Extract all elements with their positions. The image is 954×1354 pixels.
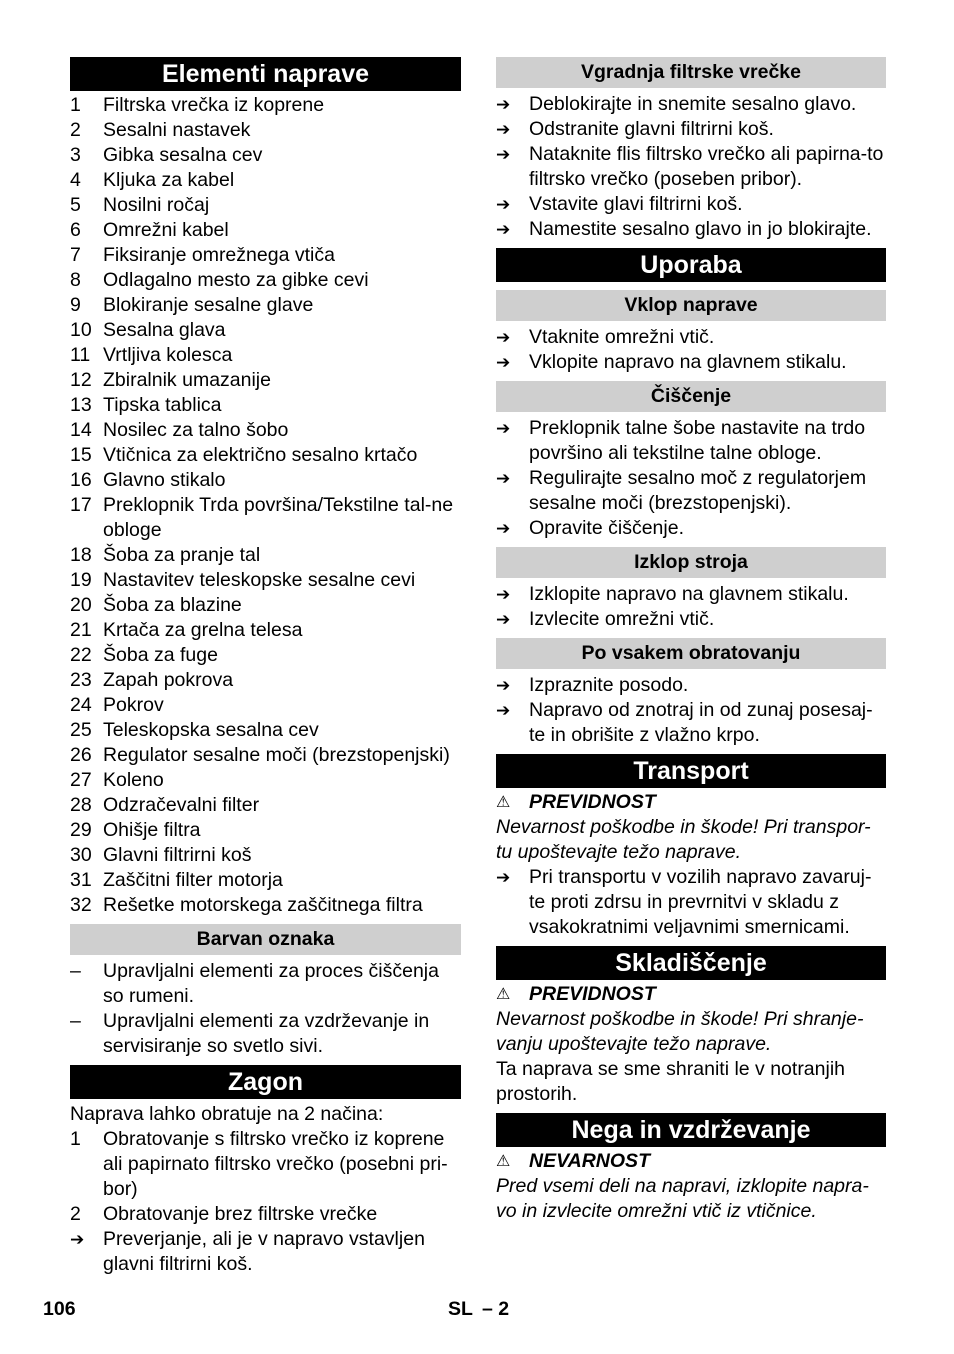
transport-list — [496, 865, 886, 940]
list-item — [70, 868, 461, 893]
language-code: SL — [448, 1298, 473, 1320]
list-item-text: Tipska tablica — [103, 394, 222, 416]
nega-danger — [496, 1149, 886, 1174]
skladiscenje-text: Ta naprava se sme shraniti le v notranjih prostorih. — [496, 1058, 846, 1105]
arrow-icon: ➔ — [496, 419, 511, 438]
list-item-text: Sesalna glava — [103, 319, 226, 341]
list-item-text: Izklopite napravo na glavnem stikalu. — [529, 583, 849, 605]
section-heading-vgradnja: Vgradnja filtrske vrečke — [496, 57, 886, 88]
list-item — [70, 1009, 461, 1059]
list-item-text: Zaščitni filter motorja — [103, 869, 283, 891]
nega-danger-text: Pred vsemi deli na napravi, izklopite napra-vo in izvlecite omrežni vtič iz vtičnice. — [496, 1175, 869, 1222]
list-item — [70, 793, 461, 818]
list-item — [496, 673, 886, 698]
list-item-text: Regulator sesalne moči (brezstopenjski) — [103, 744, 450, 766]
list-marker: 27 — [70, 769, 92, 791]
arrow-icon: ➔ — [496, 519, 511, 538]
list-marker: 2 — [70, 1203, 81, 1225]
list-item-text: Odzračevalni filter — [103, 794, 260, 816]
list-item — [70, 193, 461, 218]
list-item — [70, 893, 461, 918]
list-item — [70, 268, 461, 293]
list-item — [70, 959, 461, 1009]
arrow-icon: ➔ — [496, 610, 511, 629]
izklop-list — [496, 582, 886, 632]
list-item — [70, 1227, 461, 1277]
list-marker: 12 — [70, 369, 92, 391]
list-item — [496, 865, 886, 940]
list-marker: 31 — [70, 869, 92, 891]
list-item-text: Upravljalni elementi za vzdrževanje in servisiranje so svetlo sivi. — [103, 1010, 430, 1057]
list-item-text: Kljuka za kabel — [103, 169, 235, 191]
list-item — [70, 218, 461, 243]
list-item — [496, 607, 886, 632]
list-item-text: Obratovanje s filtrsko vrečko iz koprene ali papirnato filtrsko vrečko (posebni pri-bor) — [103, 1128, 448, 1200]
list-marker: 18 — [70, 544, 92, 566]
list-marker: 21 — [70, 619, 92, 641]
list-item-text: Sesalni nastavek — [103, 119, 251, 141]
list-item-text: Vklopite napravo na glavnem stikalu. — [529, 351, 847, 373]
list-item-text: Upravljalni elementi za proces čiščenja so rumeni. — [103, 960, 439, 1007]
list-item-text: Zapah pokrova — [103, 669, 234, 691]
list-item-text: Izvlecite omrežni vtič. — [529, 608, 715, 630]
list-marker: 13 — [70, 394, 92, 416]
list-item — [70, 768, 461, 793]
list-item-text: Vstavite glavi filtrirni koš. — [529, 193, 743, 215]
arrow-icon: ➔ — [496, 585, 511, 604]
list-item — [70, 393, 461, 418]
language-page: – 2 — [482, 1298, 510, 1320]
list-item-text: Šoba za pranje tal — [103, 544, 261, 566]
list-item-text: Opravite čiščenje. — [529, 517, 684, 539]
list-item — [496, 466, 886, 516]
arrow-icon: ➔ — [496, 220, 511, 239]
list-item — [496, 416, 886, 466]
warning-icon: ⚠ — [496, 986, 511, 1003]
list-item — [70, 93, 461, 118]
list-marker: 11 — [70, 344, 91, 366]
list-marker: 25 — [70, 719, 92, 741]
list-marker: 19 — [70, 569, 92, 591]
list-item-text: Odstranite glavni filtrirni koš. — [529, 118, 774, 140]
list-item-text: Filtrska vrečka iz koprene — [103, 94, 325, 116]
list-marker: 23 — [70, 669, 92, 691]
right-column — [496, 57, 886, 1224]
caution-label: PREVIDNOST — [529, 791, 656, 813]
list-marker: 3 — [70, 144, 81, 166]
ciscenje-list — [496, 416, 886, 541]
arrow-icon: ➔ — [496, 701, 511, 720]
page-number: 106 — [43, 1298, 76, 1320]
barvan-list — [70, 959, 461, 1059]
list-marker: 20 — [70, 594, 92, 616]
list-marker: – — [70, 1010, 81, 1032]
list-item — [70, 843, 461, 868]
list-marker: 9 — [70, 294, 81, 316]
left-column — [70, 57, 461, 1277]
section-heading-skladiscenje: Skladiščenje — [496, 946, 886, 980]
list-item — [70, 618, 461, 643]
list-marker: 15 — [70, 444, 92, 466]
list-marker: 5 — [70, 194, 81, 216]
section-heading-po-obratovanju: Po vsakem obratovanju — [496, 638, 886, 669]
list-marker: 17 — [70, 494, 92, 516]
list-item — [70, 818, 461, 843]
list-marker: 16 — [70, 469, 92, 491]
list-marker: 1 — [70, 1128, 81, 1150]
list-item — [70, 368, 461, 393]
list-item-text: Fiksiranje omrežnega vtiča — [103, 244, 335, 266]
list-item — [70, 718, 461, 743]
list-item — [70, 693, 461, 718]
list-item — [70, 1202, 461, 1227]
list-item-text: Namestite sesalno glavo in jo blokirajte. — [529, 218, 872, 240]
list-marker: 6 — [70, 219, 81, 241]
list-item — [496, 217, 886, 242]
list-item — [496, 698, 886, 748]
list-marker: 4 — [70, 169, 81, 191]
list-marker: 29 — [70, 819, 92, 841]
list-item-text: Pri transportu v vozilih napravo zavaruj-te proti zdrsu in prevrnitvi v skladu z vsakokratnimi veljavnimi smernicami. — [529, 866, 872, 938]
list-item-text: Deblokirajte in snemite sesalno glavo. — [529, 93, 857, 115]
section-heading-nega: Nega in vzdrževanje — [496, 1113, 886, 1147]
list-item-text: Vrtljiva kolesca — [103, 344, 233, 366]
list-item — [70, 468, 461, 493]
list-item — [496, 325, 886, 350]
list-item-text: Vtaknite omrežni vtič. — [529, 326, 715, 348]
list-item-text: Nosilni ročaj — [103, 194, 210, 216]
list-item — [70, 243, 461, 268]
section-heading-elementi: Elementi naprave — [70, 57, 461, 91]
list-marker: 14 — [70, 419, 92, 441]
section-heading-zagon: Zagon — [70, 1065, 461, 1099]
list-marker: 28 — [70, 794, 92, 816]
arrow-icon: ➔ — [496, 145, 511, 164]
list-item-text: Šoba za blazine — [103, 594, 242, 616]
transport-caution — [496, 790, 886, 815]
list-marker: 26 — [70, 744, 92, 766]
list-item-text: Gibka sesalna cev — [103, 144, 263, 166]
list-marker: 22 — [70, 644, 92, 666]
list-item — [70, 318, 461, 343]
arrow-icon: ➔ — [496, 195, 511, 214]
list-item — [70, 293, 461, 318]
list-item-text: Blokiranje sesalne glave — [103, 294, 314, 316]
section-heading-transport: Transport — [496, 754, 886, 788]
list-marker: 30 — [70, 844, 92, 866]
list-marker: 7 — [70, 244, 81, 266]
list-marker: 10 — [70, 319, 92, 341]
list-item — [496, 516, 886, 541]
list-item — [70, 493, 461, 543]
list-item-text: Omrežni kabel — [103, 219, 229, 241]
vklop-list — [496, 325, 886, 375]
arrow-icon: ➔ — [496, 328, 511, 347]
list-item-text: Teleskopska sesalna cev — [103, 719, 319, 741]
list-item-text: Glavni filtrirni koš — [103, 844, 252, 866]
list-item-text: Krtača za grelna telesa — [103, 619, 303, 641]
list-marker: 32 — [70, 894, 92, 916]
warning-icon: ⚠ — [496, 1153, 511, 1170]
list-item-text: Nastavitev teleskopske sesalne cevi — [103, 569, 416, 591]
list-marker: 2 — [70, 119, 81, 141]
list-item — [496, 92, 886, 117]
list-item-text: Pokrov — [103, 694, 164, 716]
list-item — [70, 343, 461, 368]
list-item-text: Zbiralnik umazanije — [103, 369, 271, 391]
arrow-icon: ➔ — [496, 95, 511, 114]
list-item-text: Nosilec za talno šobo — [103, 419, 289, 441]
list-marker: 8 — [70, 269, 81, 291]
danger-label: NEVARNOST — [529, 1150, 650, 1172]
po-list — [496, 673, 886, 748]
list-item-text: Preverjanje, ali je v napravo vstavljen glavni filtrirni koš. — [103, 1228, 425, 1275]
arrow-icon: ➔ — [496, 676, 511, 695]
list-item — [70, 643, 461, 668]
list-item — [70, 118, 461, 143]
arrow-icon: ➔ — [496, 120, 511, 139]
list-item-text: Napravo od znotraj in od zunaj posesaj-te in obrišite z vlažno krpo. — [529, 699, 873, 746]
list-item-text: Nataknite flis filtrsko vrečko ali papirna-to filtrsko vrečko (poseben pribor). — [529, 143, 884, 190]
list-marker: 24 — [70, 694, 92, 716]
warning-icon: ⚠ — [496, 794, 511, 811]
list-item-text: Obratovanje brez filtrske vrečke — [103, 1203, 378, 1225]
list-item — [496, 350, 886, 375]
skladiscenje-caution — [496, 982, 886, 1007]
list-item — [70, 1127, 461, 1202]
list-item-text: Rešetke motorskega zaščitnega filtra — [103, 894, 423, 916]
list-item-text: Glavno stikalo — [103, 469, 226, 491]
list-item-text: Odlagalno mesto za gibke cevi — [103, 269, 369, 291]
arrow-icon: ➔ — [70, 1230, 85, 1249]
zagon-intro: Naprava lahko obratuje na 2 načina: — [70, 1103, 384, 1125]
list-item — [70, 668, 461, 693]
list-item — [70, 568, 461, 593]
list-item-text: Regulirajte sesalno moč z regulatorjem sesalne moči (brezstopenjski). — [529, 467, 867, 514]
elementi-list — [70, 93, 461, 918]
section-heading-uporaba: Uporaba — [496, 248, 886, 282]
list-marker: 1 — [70, 94, 81, 116]
section-heading-vklop: Vklop naprave — [496, 290, 886, 321]
list-item — [496, 582, 886, 607]
list-item-text: Koleno — [103, 769, 164, 791]
list-item — [70, 443, 461, 468]
section-heading-ciscenje: Čiščenje — [496, 381, 886, 412]
list-item-text: Ohišje filtra — [103, 819, 201, 841]
list-item-text: Preklopnik talne šobe nastavite na trdo površino ali tekstilne talne obloge. — [529, 417, 866, 464]
zagon-list — [70, 1127, 461, 1277]
arrow-icon: ➔ — [496, 353, 511, 372]
list-marker: – — [70, 960, 81, 982]
list-item — [70, 418, 461, 443]
list-item-text: Šoba za fuge — [103, 644, 218, 666]
list-item — [496, 117, 886, 142]
list-item — [70, 543, 461, 568]
arrow-icon: ➔ — [496, 469, 511, 488]
list-item — [70, 143, 461, 168]
arrow-icon: ➔ — [496, 868, 511, 887]
section-heading-barvan: Barvan oznaka — [70, 924, 461, 955]
list-item-text: Preklopnik Trda površina/Tekstilne tal-ne obloge — [103, 494, 454, 541]
vgradnja-list — [496, 92, 886, 242]
list-item-text: Izpraznite posodo. — [529, 674, 689, 696]
transport-caution-text: Nevarnost poškodbe in škode! Pri transpor-tu upoštevajte težo naprave. — [496, 816, 871, 863]
list-item — [70, 168, 461, 193]
list-item — [70, 743, 461, 768]
skladiscenje-caution-text: Nevarnost poškodbe in škode! Pri shranje-vanju upoštevajte težo naprave. — [496, 1008, 864, 1055]
list-item-text: Vtičnica za električno sesalno krtačo — [103, 444, 418, 466]
list-item — [496, 142, 886, 192]
list-item — [70, 593, 461, 618]
caution-label: PREVIDNOST — [529, 983, 656, 1005]
section-heading-izklop: Izklop stroja — [496, 547, 886, 578]
list-item — [496, 192, 886, 217]
